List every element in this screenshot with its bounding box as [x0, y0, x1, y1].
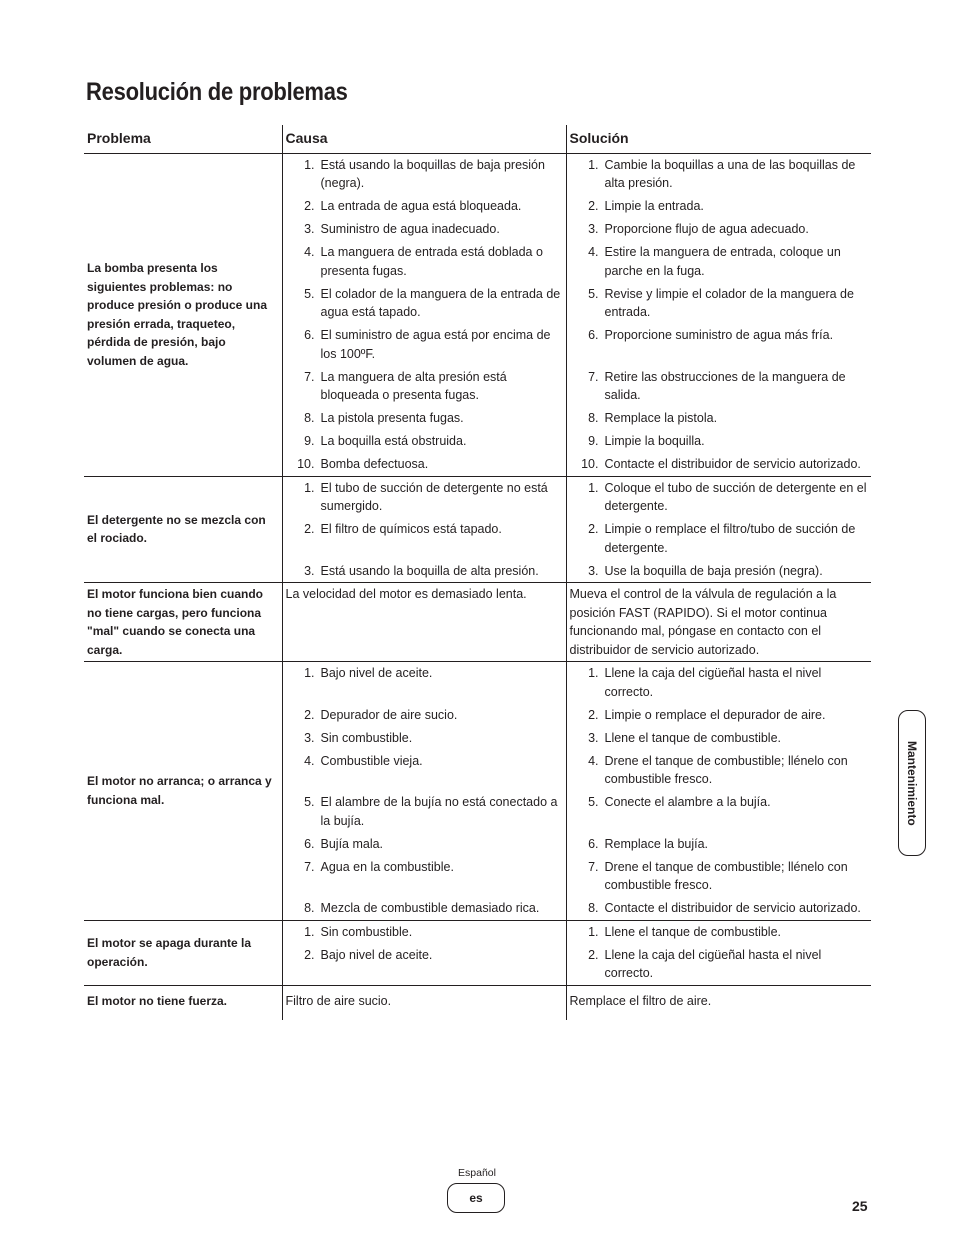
table-row — [84, 153, 871, 476]
cause-cell — [282, 476, 566, 583]
problem-cell: El detergente no se mezcla con el rociado. — [84, 476, 282, 583]
header-solution: Solución — [566, 125, 871, 153]
section-tab-label: Mantenimiento — [905, 740, 919, 826]
cause-cell — [282, 153, 566, 476]
list-item: 2. Limpie o remplace el filtro/tubo de succión de detergente. — [588, 522, 856, 555]
list-item: 1. Coloque el tubo de succión de detergente en el detergente. — [588, 480, 867, 513]
page-number: 25 — [852, 1198, 868, 1214]
list-item: 8. La pistola presenta fugas. — [304, 411, 464, 425]
language-code: es — [469, 1191, 483, 1205]
list-item: 1. Está usando la boquillas de baja presión (negra). — [304, 157, 545, 190]
list-item: 5. El alambre de la bujía no está conectado a la bujía. — [304, 795, 558, 828]
list-item: 2. La entrada de agua está bloqueada. — [304, 199, 522, 213]
solution-cell: Mueva el control de la válvula de regulación a la posición FAST (RAPIDO). Si el motor continua funcionando mal, póngase en contacto con el distribuidor de servicio autorizado. — [566, 583, 871, 662]
header-problem: Problema — [84, 125, 282, 153]
list-item: 3. Llene el tanque de combustible. — [588, 730, 782, 745]
list-item: 4. La manguera de entrada está doblada o presenta fugas. — [304, 245, 543, 278]
list-item: 5. Revise y limpie el colador de la manguera de entrada. — [588, 286, 854, 319]
table-row — [84, 476, 871, 583]
list-item: 1. El tubo de succión de detergente no está sumergido. — [304, 480, 548, 513]
list-item: 8. Remplace la pistola. — [588, 411, 718, 425]
page-title: Resolución de problemas — [86, 78, 348, 106]
list-item: 6. Bujía mala. — [304, 836, 384, 851]
list-item: 8. Mezcla de combustible demasiado rica. — [304, 901, 540, 915]
table-row — [84, 583, 871, 662]
list-item: 3. Sin combustible. — [304, 730, 413, 745]
list-item: 6. El suministro de agua está por encima de los 100ºF. — [304, 328, 551, 361]
list-item: 2. Limpie o remplace el depurador de aire. — [588, 707, 826, 722]
cause-cell: La velocidad del motor es demasiado lenta. — [282, 583, 566, 662]
list-item: 1. Bajo nivel de aceite. — [304, 666, 433, 680]
table-row — [84, 920, 871, 985]
list-item: 7. Agua en la combustible. — [304, 859, 454, 874]
list-item: 4. Estire la manguera de entrada, coloque un parche en la fuga. — [588, 245, 841, 278]
problem-cell: El motor no tiene fuerza. — [87, 993, 228, 1008]
language-label: Español — [458, 1167, 496, 1179]
solution-cell: Remplace el filtro de aire. — [566, 985, 871, 1020]
solution-cell — [566, 662, 871, 921]
cause-cell: Filtro de aire sucio. — [282, 985, 566, 1020]
list-item: 3. Use la boquilla de baja presión (negra). — [588, 563, 823, 578]
list-item: 2. Llene la caja del cigüeñal hasta el nivel correcto. — [588, 947, 822, 980]
list-item: 1. Llene la caja del cigüeñal hasta el nivel correcto. — [588, 666, 822, 699]
troubleshooting-table — [84, 125, 871, 1020]
list-item: 9. Limpie la boquilla. — [588, 434, 705, 448]
table-row — [84, 662, 871, 921]
list-item: 5. El colador de la manguera de la entrada de agua está tapado. — [304, 286, 561, 319]
list-item: 10. Bomba defectuosa. — [297, 457, 429, 471]
list-item: 4. Drene el tanque de combustible; llénelo con combustible fresco. — [588, 753, 848, 786]
list-item: 9. La boquilla está obstruida. — [304, 434, 467, 448]
section-tab — [898, 710, 926, 856]
list-item: 1. Sin combustible. — [304, 924, 413, 939]
list-item: 8. Contacte el distribuidor de servicio autorizado. — [588, 901, 861, 915]
header-cause: Causa — [282, 125, 566, 153]
list-item: 2. Bajo nivel de aceite. — [304, 947, 433, 962]
cause-cell — [282, 662, 566, 921]
problem-cell: El motor se apaga durante la operación. — [84, 920, 282, 985]
solution-cell — [566, 920, 871, 985]
list-item: 7. La manguera de alta presión está bloqueada o presenta fugas. — [304, 369, 507, 402]
list-item: 3. Está usando la boquilla de alta presión. — [304, 563, 539, 578]
list-item: 7. Retire las obstrucciones de la manguera de salida. — [588, 369, 846, 402]
table-header-row — [84, 125, 871, 153]
list-item: 10. Contacte el distribuidor de servicio autorizado. — [581, 457, 861, 471]
cause-cell — [282, 920, 566, 985]
list-item: 2. El filtro de químicos está tapado. — [304, 522, 502, 536]
problem-cell: El motor funciona bien cuando no tiene cargas, pero funciona "mal" cuando se conecta una carga. — [84, 583, 282, 662]
list-item: 6. Remplace la bujía. — [588, 836, 709, 851]
problem-cell: La bomba presenta los siguientes problemas: no produce presión o produce una presión errada, traqueteo, pérdida de presión, bajo volumen de agua. — [84, 153, 282, 476]
solution-cell — [566, 476, 871, 583]
list-item: 1. Llene el tanque de combustible. — [588, 924, 782, 939]
language-badge — [447, 1183, 505, 1213]
list-item: 3. Proporcione flujo de agua adecuado. — [588, 222, 809, 236]
list-item: 2. Limpie la entrada. — [588, 199, 704, 213]
table-row — [84, 985, 871, 1020]
list-item: 3. Suministro de agua inadecuado. — [304, 222, 500, 236]
list-item: 1. Cambie la boquillas a una de las boquillas de alta presión. — [588, 157, 856, 190]
list-item: 2. Depurador de aire sucio. — [304, 707, 458, 722]
list-item: 4. Combustible vieja. — [304, 753, 423, 768]
list-item: 5. Conecte el alambre a la bujía. — [588, 795, 771, 809]
list-item: 7. Drene el tanque de combustible; llénelo con combustible fresco. — [588, 859, 848, 892]
list-item: 6. Proporcione suministro de agua más fría. — [588, 328, 834, 342]
problem-cell: El motor no arranca; o arranca y funciona mal. — [84, 662, 282, 921]
solution-cell — [566, 153, 871, 476]
